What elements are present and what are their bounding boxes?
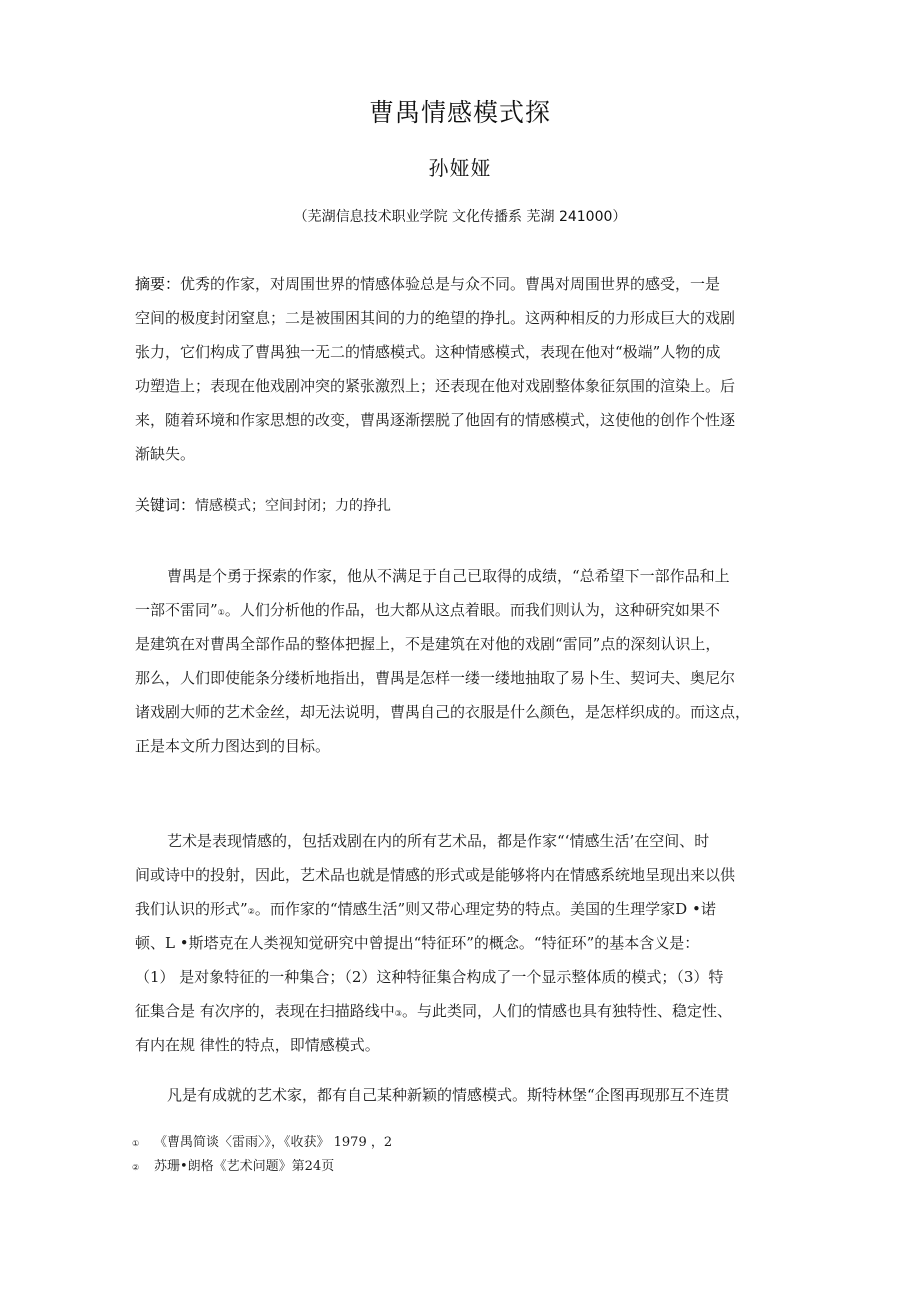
paragraph-1 [135, 559, 805, 763]
paragraph-line: 间或诗中的投射，因此，艺术品也就是情感的形式或是能够将内在情感系统地呈现出来以供 [135, 866, 736, 884]
paragraph-line: 那么，人们即使能条分缕析地指出，曹禺是怎样一缕一缕地抽取了易卜生、契诃夫、奥尼尔 [135, 669, 736, 687]
footnote-text: 《曹禺简谈〈雷雨〉》，《收获》 1979 ，2 [154, 1135, 393, 1150]
paragraph-text: 。与此类同，人们的情感也具有独特性、稳定性、 [401, 1002, 732, 1020]
footnote [132, 1131, 812, 1155]
paragraph-line: （1） 是对象特征的一种集合；（2）这种特征集合构成了一个显示整体质的模式；（3）特 [135, 968, 724, 986]
abstract [135, 267, 805, 471]
paragraph-line: 诸戏剧大师的艺术金丝，却无法说明，曹禺自己的衣服是什么颜色，是怎样织成的。而这点， [135, 703, 751, 721]
footnote-ref: ③ [394, 1009, 402, 1018]
paragraph-text: 征集合是 有次序的，表现在扫描路线中 [135, 1002, 395, 1020]
paragraph-text: 。而作家的“情感生活”则又带心理定势的特点。美国的生理学家D •诺 [254, 900, 716, 918]
paragraph-2 [135, 824, 805, 1062]
paragraph-line: 艺术是表现情感的，包括戏剧在内的所有艺术品，都是作家“‘情感生活’在空间、时 [167, 832, 710, 850]
paper-title: 曹禺情感模式探 [368, 98, 551, 127]
paragraph-line: 顿、L •斯塔克在人类视知觉研究中曾提出“特征环”的概念。“特征环”的基本含义是： [135, 934, 700, 952]
keywords [135, 488, 805, 522]
abstract-label: 摘要： [135, 275, 181, 293]
paragraph-3 [135, 1078, 805, 1112]
footnote-mark: ① [132, 1139, 140, 1148]
paragraph-line: 凡是有成就的艺术家，都有自己某种新颖的情感模式。斯特林堡“企图再现那互不连贯 [167, 1086, 730, 1104]
abstract-line: 来，随着环境和作家思想的改变，曹禺逐渐摆脱了他固有的情感模式，这使他的创作个性逐 [135, 411, 736, 429]
author-name: 孙娅娅 [428, 156, 492, 180]
paragraph-text: 我们认识的形式” [135, 900, 248, 918]
abstract-line: 张力，它们构成了曹禺独一无二的情感模式。这种情感模式，表现在他对“极端”人物的成 [135, 343, 721, 361]
abstract-line: 优秀的作家，对周围世界的情感体验总是与众不同。曹禺对周围世界的感受，一是 [180, 275, 721, 293]
footnote-ref: ① [217, 608, 225, 617]
footnote [132, 1155, 812, 1179]
footnote-ref: ② [247, 907, 255, 916]
affiliation: （芜湖信息技术职业学院 文化传播系 芜湖 241000） [293, 209, 627, 225]
abstract-line: 渐缺失。 [135, 445, 196, 463]
footnote-mark: ② [132, 1163, 140, 1172]
abstract-line: 功塑造上；表现在他戏剧冲突的紧张激烈上；还表现在他对戏剧整体象征氛围的渲染上。后 [135, 377, 736, 395]
paragraph-line: 有内在规 律性的特点，即情感模式。 [135, 1036, 380, 1054]
paragraph-line: 曹禺是个勇于探索的作家，他从不满足于自己已取得的成绩，“总希望下一部作品和上 [167, 567, 730, 585]
footnote-text: 苏珊•朗格《艺术问题》第24页 [154, 1159, 335, 1174]
abstract-line: 空间的极度封闭窒息；二是被围困其间的力的绝望的挣扎。这两种相反的力形成巨大的戏剧 [135, 309, 736, 327]
paragraph-line: 正是本文所力图达到的目标。 [135, 737, 331, 755]
keywords-text: 情感模式；空间封闭；力的挣扎 [195, 498, 392, 514]
keywords-label: 关键词： [135, 496, 196, 514]
footnotes [132, 1131, 812, 1179]
paragraph-text: 一部不雷同” [135, 601, 218, 619]
paragraph-line: 是建筑在对曹禺全部作品的整体把握上，不是建筑在对他的戏剧“雷同”点的深刻认识上， [135, 635, 721, 653]
paragraph-text: 。人们分析他的作品，也大都从这点着眼。而我们则认为，这种研究如果不 [224, 601, 720, 619]
